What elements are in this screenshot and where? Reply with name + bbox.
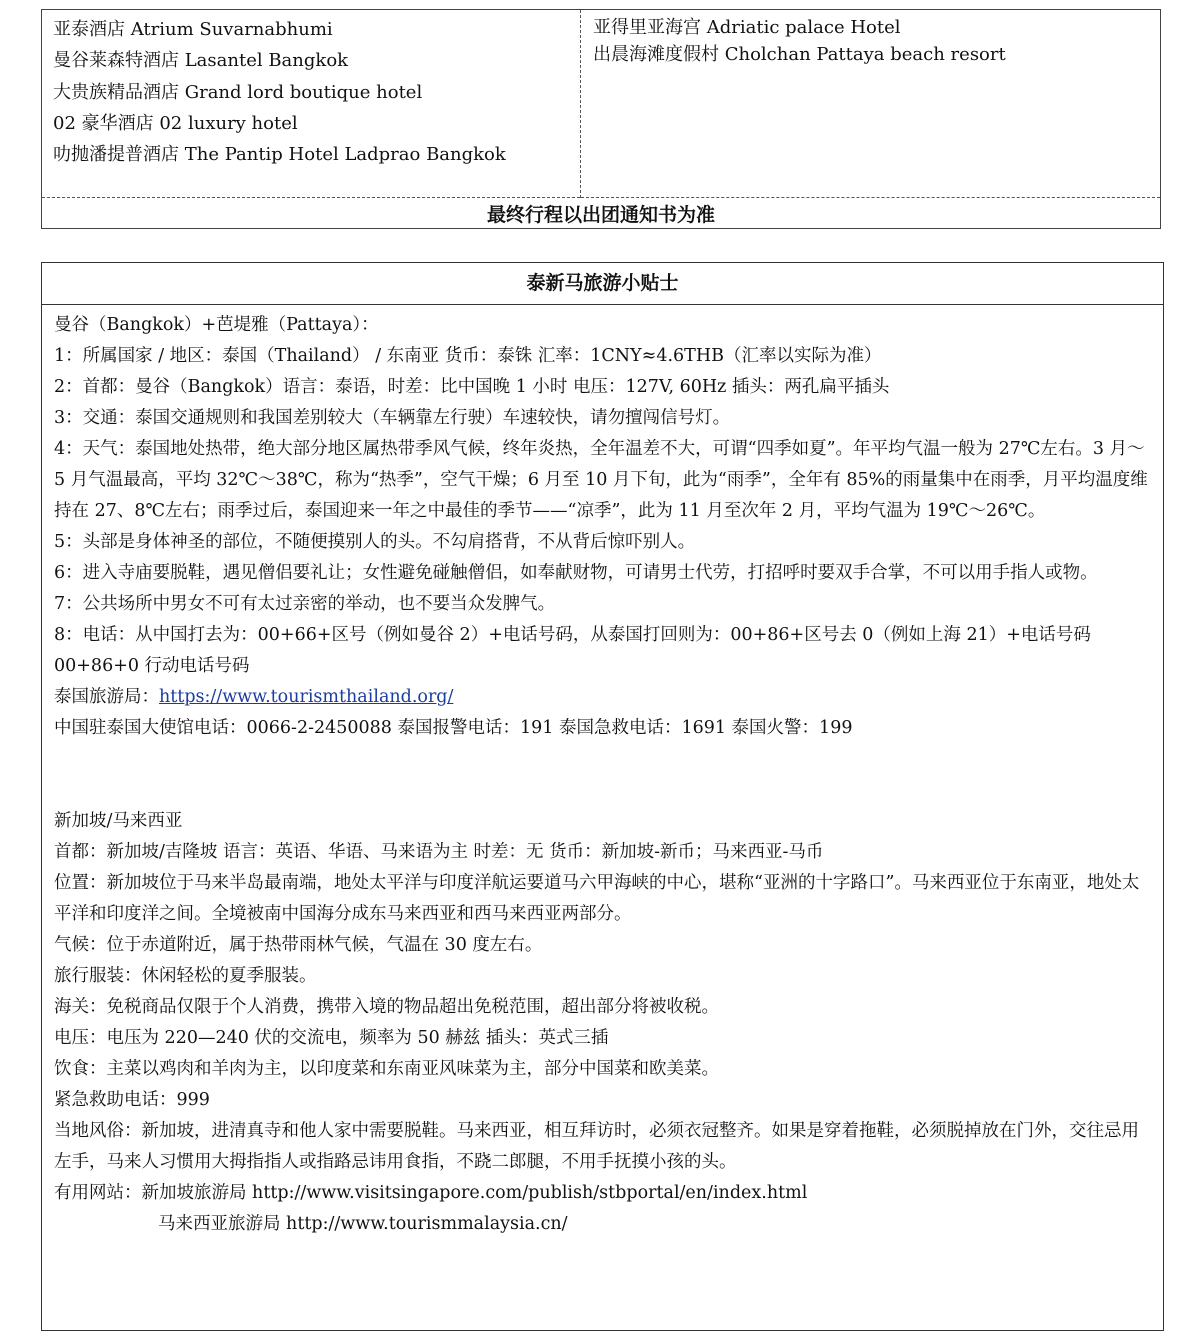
tip-line: 位置：新加坡位于马来半岛最南端，地处太平洋与印度洋航运要道马六甲海峡的中心，堪称“亚洲的十字路口”。马来西亚位于东南亚，地处太平洋和印度洋之间。全境被南中国海分成东马来西亚和西马来西亚两部分。 bbox=[54, 873, 1140, 924]
hotel-names-right bbox=[581, 10, 1160, 68]
tip-line: 8：电话：从中国打去为：00+66+区号（例如曼谷 2）+电话号码，从泰国打回则为：00+86+区号去 0（例如上海 21）+电话号码 bbox=[54, 625, 1091, 645]
tip-line: 气候：位于赤道附近，属于热带雨林气候，气温在 30 度左右。 bbox=[54, 935, 543, 955]
hotel-name: 曼谷莱森特酒店 Lasantel Bangkok bbox=[53, 50, 349, 72]
hotel-name: 亚得里亚海宫 Adriatic palace Hotel bbox=[593, 17, 901, 38]
hotel-name: 亚泰酒店 Atrium Suvarnabhumi bbox=[53, 19, 333, 40]
websites-line-2: 马来西亚旅游局 http://www.tourismmalaysia.cn/ bbox=[158, 1214, 568, 1234]
emergency-numbers: 中国驻泰国大使馆电话：0066-2-2450088 泰国报警电话：191 泰国急救电话：1691 泰国火警：199 bbox=[54, 718, 853, 738]
tip-line: 电压：电压为 220—240 伏的交流电，频率为 50 赫兹 插头：英式三插 bbox=[54, 1028, 609, 1048]
hotel-table bbox=[41, 9, 1161, 229]
hotel-name: 大贵族精品酒店 Grand lord boutique hotel bbox=[53, 81, 423, 103]
hotel-name: 02 豪华酒店 02 luxury hotel bbox=[53, 112, 298, 134]
section-gap bbox=[54, 744, 1153, 806]
tourism-thailand-line bbox=[54, 682, 1153, 713]
tourism-thailand-link[interactable]: https://www.tourismthailand.org/ bbox=[159, 687, 454, 707]
tips-body bbox=[42, 305, 1163, 1240]
hotel-name: 出晨海滩度假村 Cholchan Pattaya beach resort bbox=[593, 44, 1006, 65]
tip-line: 旅行服装：休闲轻松的夏季服装。 bbox=[54, 966, 317, 986]
tip-line: 6：进入寺庙要脱鞋，遇见僧侣要礼让；女性避免碰触僧侣，如奉献财物，可请男士代劳，打招呼时要双手合掌，不可以用手指人或物。 bbox=[54, 563, 1098, 583]
tourism-thailand-label: 泰国旅游局： bbox=[54, 687, 159, 707]
tip-line: 首都：新加坡/吉隆坡 语言：英语、华语、马来语为主 时差：无 货币：新加坡-新币；马来西亚-马币 bbox=[54, 842, 824, 862]
sgmy-heading: 新加坡/马来西亚 bbox=[54, 811, 183, 831]
tip-line: 1：所属国家 / 地区：泰国（Thailand） / 东南亚 货币：泰铢 汇率：1CNY≈4.6THB（汇率以实际为准） bbox=[54, 346, 882, 366]
tip-line: 00+86+0 行动电话号码 bbox=[54, 656, 250, 676]
hotel-list-right bbox=[581, 10, 1161, 198]
thailand-heading: 曼谷（Bangkok）+芭堤雅（Pattaya）： bbox=[54, 315, 379, 335]
itinerary-note: 最终行程以出团通知书为准 bbox=[486, 203, 715, 226]
hotel-list-left bbox=[42, 10, 581, 198]
tip-line: 4：天气：泰国地处热带，绝大部分地区属热带季风气候，终年炎热，全年温差不大，可谓“四季如夏”。年平均气温一般为 27℃左右。3 月～5 月气温最高，平均 32℃～38℃，称为“热季”，空气干燥；6 月至 10 月下旬，此为“雨季”，全年有 85%的雨量集中在雨季，月平均温度维持在 27、8℃左右；雨季过后，泰国迎来一年之中最佳的季节——“凉季”，此为 11 月至次年 2 月，平均气温为 19℃～26℃。 bbox=[54, 439, 1148, 521]
tip-line: 当地风俗：新加坡，进清真寺和他人家中需要脱鞋。马来西亚，相互拜访时，必须衣冠整齐。如果是穿着拖鞋，必须脱掉放在门外，交往忌用左手，马来人习惯用大拇指指人或指路忌讳用食指，不跷二郎腿，不用手抚摸小孩的头。 bbox=[54, 1121, 1139, 1172]
websites-line-1: 有用网站：新加坡旅游局 http://www.visitsingapore.com/publish/stbportal/en/index.html bbox=[54, 1183, 808, 1203]
tip-line: 3：交通：泰国交通规则和我国差别较大（车辆靠左行驶）车速较快，请勿擅闯信号灯。 bbox=[54, 408, 731, 428]
tips-title: 泰新马旅游小贴士 bbox=[42, 263, 1163, 305]
itinerary-note-cell bbox=[42, 198, 1161, 229]
tip-line: 紧急救助电话：999 bbox=[54, 1090, 210, 1110]
tip-line: 5：头部是身体神圣的部位，不随便摸别人的头。不勾肩搭背，不从背后惊吓别人。 bbox=[54, 532, 696, 552]
tip-line: 7：公共场所中男女不可有太过亲密的举动，也不要当众发脾气。 bbox=[54, 594, 556, 614]
travel-tips-box bbox=[41, 262, 1164, 1331]
hotel-names-left bbox=[42, 10, 580, 170]
hotel-name: 叻抛潘提普酒店 The Pantip Hotel Ladprao Bangkok bbox=[53, 144, 506, 166]
sgmy-tips-list bbox=[54, 837, 1153, 1178]
tip-line: 饮食：主菜以鸡肉和羊肉为主，以印度菜和东南亚风味菜为主，部分中国菜和欧美菜。 bbox=[54, 1059, 719, 1079]
thailand-tips-list bbox=[54, 341, 1153, 682]
tip-line: 2：首都：曼谷（Bangkok）语言：泰语，时差：比中国晚 1 小时 电压：127V, 60Hz 插头：两孔扁平插头 bbox=[54, 377, 890, 397]
tip-line: 海关：免税商品仅限于个人消费，携带入境的物品超出免税范围，超出部分将被收税。 bbox=[54, 997, 719, 1017]
